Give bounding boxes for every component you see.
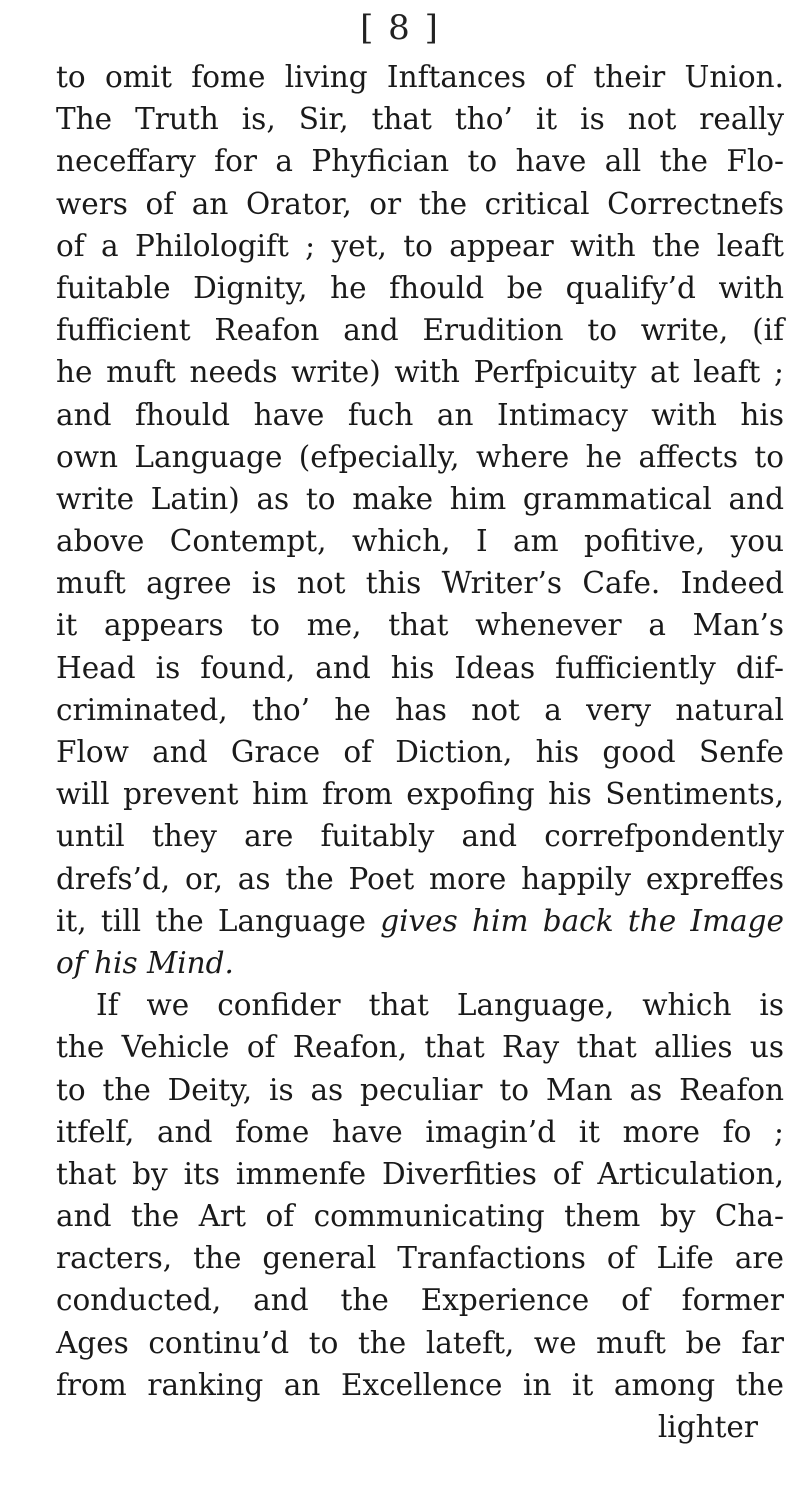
text-line: Ages continu’d to the lateft, we muft be far xyxy=(56,1325,784,1360)
text-line: fufficient Reafon and Erudition to write, (if xyxy=(56,313,784,348)
paragraph-start: If we confider that Language, which is xyxy=(96,988,784,1023)
text-line-mixed xyxy=(56,900,784,942)
text-line: of a Philologift ; yet, to appear with the leaft xyxy=(56,228,784,263)
text-line: will prevent him from expofing his Sentiments, xyxy=(56,777,784,812)
text-italic: gives him back the Image xyxy=(380,903,784,938)
text-italic: of his Mind. xyxy=(56,945,234,980)
text-line: that by its immenfe Diverfities of Articulation, xyxy=(56,1156,784,1191)
text-line: above Contempt, which, I am pofitive, you xyxy=(56,524,784,559)
text-line: itfelf, and fome have imagin’d it more fo ; xyxy=(56,1114,784,1149)
text-line: Flow and Grace of Diction, his good Senfe xyxy=(56,735,784,769)
text-line: fuitable Dignity, he fhould be qualify’d with xyxy=(56,270,784,305)
text-line: until they are fuitably and correfpondently xyxy=(56,819,784,854)
text-line: criminated, tho’ he has not a very natural xyxy=(56,692,784,727)
text-line: muft agree is not this Writer’s Cafe. Indeed xyxy=(56,566,784,601)
text-line: wers of an Orator, or the critical Correctnefs xyxy=(56,186,784,221)
text-line: Head is found, and his Ideas fufficiently dif- xyxy=(56,650,784,685)
text-line: own Language (efpecially, where he affects to xyxy=(56,439,784,474)
text-line: to omit fome living Inftances of their Union. xyxy=(56,60,784,94)
text-line: from ranking an Excellence in it among the xyxy=(56,1367,784,1402)
text-line: the Vehicle of Reafon, that Ray that allies us xyxy=(56,1030,784,1065)
text-line: it appears to me, that whenever a Man’s xyxy=(56,608,784,643)
text-plain: it, till the Language xyxy=(56,903,366,938)
text-line: to the Deity, is as peculiar to Man as Reafon xyxy=(56,1072,784,1107)
text-line: The Truth is, Sir, that tho’ it is not really xyxy=(56,102,784,137)
catchword: lighter xyxy=(657,1410,758,1444)
body-text xyxy=(56,56,784,1448)
text-line: write Latin) as to make him grammatical and xyxy=(56,481,784,516)
text-line: conducted, and the Experience of former xyxy=(56,1283,784,1318)
page-number: [ 8 ] xyxy=(360,8,440,48)
text-line: racters, the general Tranfactions of Life are xyxy=(56,1241,784,1276)
text-line: drefs’d, or, as the Poet more happily expreffes xyxy=(56,861,784,896)
text-line: neceffary for a Phyfician to have all the Flo- xyxy=(56,144,784,179)
text-line: and the Art of communicating them by Cha- xyxy=(56,1199,784,1234)
text-line: and fhould have fuch an Intimacy with his xyxy=(56,397,784,432)
text-line-italic xyxy=(56,942,784,984)
text-line: he muft needs write) with Perfpicuity at leaft ; xyxy=(56,355,784,390)
